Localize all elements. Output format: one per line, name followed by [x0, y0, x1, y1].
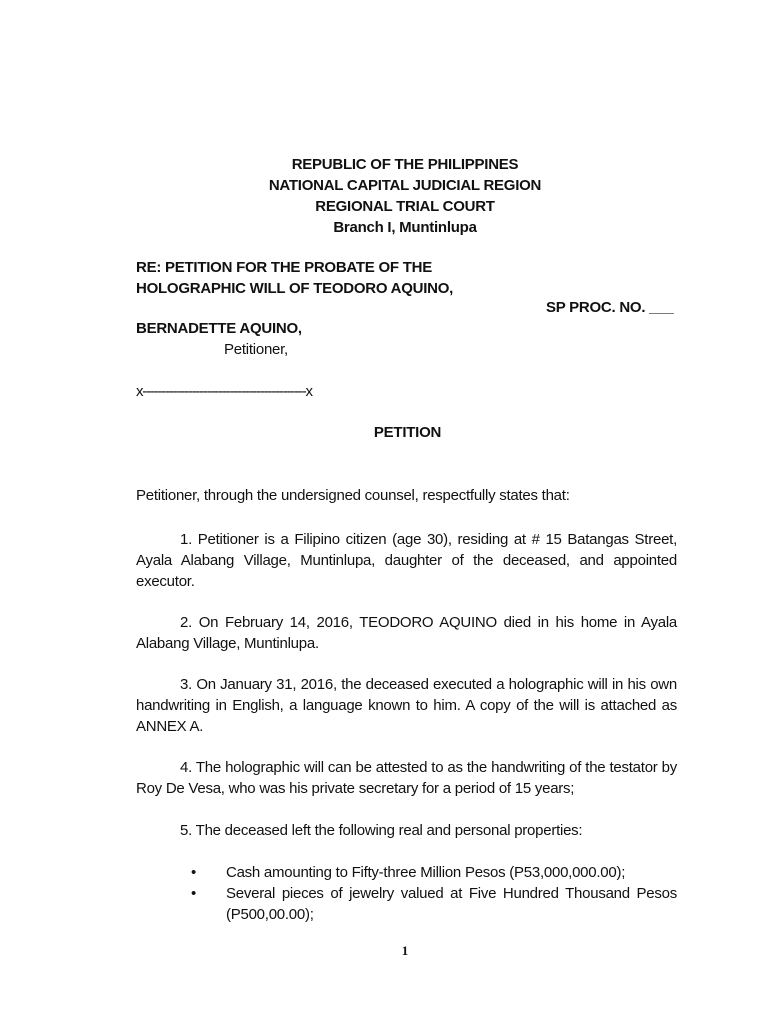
list-item	[180, 862, 677, 883]
paragraph-5	[136, 820, 677, 841]
intro-sentence: Petitioner, through the undersigned counsel, respectfully states that:	[136, 487, 570, 504]
re-line-2: HOLOGRAPHIC WILL OF TEODORO AQUINO,	[136, 280, 454, 297]
document-title: PETITION	[373, 424, 442, 441]
list-item	[180, 883, 677, 925]
re-line-1: RE: PETITION FOR THE PROBATE OF THE	[136, 259, 432, 276]
paragraph-4-text: 4. The holographic will can be attested to as the handwriting of the testator by Roy De Vesa, who was his private secretary for a period of 15 years;	[136, 759, 677, 797]
court-header	[0, 154, 768, 238]
paragraph-2	[136, 612, 677, 654]
case-caption-re	[136, 257, 453, 299]
header-region: NATIONAL CAPITAL JUDICIAL REGION	[268, 177, 542, 194]
paragraph-3	[136, 674, 677, 737]
bullet-icon: •	[191, 885, 197, 902]
paragraph-1-text: 1. Petitioner is a Filipino citizen (age 30), residing at # 15 Batangas Street, Ayala Alabang Village, Muntinlupa, daughter of the deceased, and appointed executor.	[136, 531, 677, 590]
header-republic: REPUBLIC OF THE PHILIPPINES	[291, 156, 519, 173]
header-court: REGIONAL TRIAL COURT	[315, 198, 495, 215]
paragraph-2-text: 2. On February 14, 2016, TEODORO AQUINO died in his home in Ayala Alabang Village, Muntinlupa.	[136, 614, 677, 652]
special-proceeding-number: SP PROC. NO. ___	[546, 299, 674, 316]
property-list	[180, 862, 677, 925]
list-item-text: Cash amounting to Fifty-three Million Pesos (P53,000,000.00);	[226, 864, 626, 881]
paragraph-3-text: 3. On January 31, 2016, the deceased executed a holographic will in his own handwriting in English, a language known to him. A copy of the will is attached as ANNEX A.	[136, 676, 677, 735]
paragraph-1	[136, 529, 677, 592]
paragraph-4	[136, 757, 677, 799]
caption-separator: x-------------------------------------------x	[136, 383, 312, 400]
page-number: 1	[401, 943, 409, 958]
petitioner-name: BERNADETTE AQUINO,	[136, 320, 302, 337]
paragraph-5-text: 5. The deceased left the following real and personal properties:	[180, 822, 583, 839]
list-item-text: Several pieces of jewelry valued at Five Hundred Thousand Pesos (P500,00.00);	[226, 885, 677, 923]
header-branch: Branch I, Muntinlupa	[333, 219, 477, 236]
bullet-icon: •	[191, 864, 197, 881]
petitioner-role: Petitioner,	[224, 341, 288, 358]
